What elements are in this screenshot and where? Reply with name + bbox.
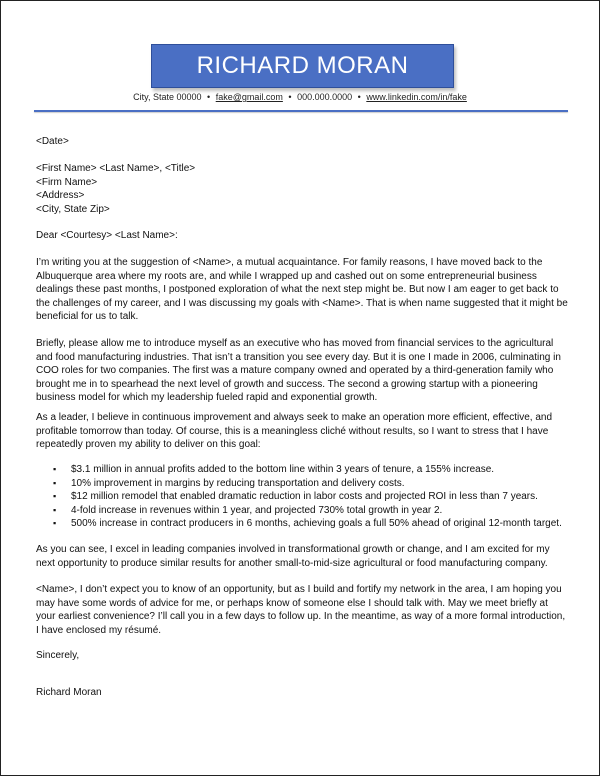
contact-email-link[interactable]: fake@gmail.com bbox=[215, 92, 283, 102]
signature-name: Richard Moran bbox=[36, 687, 102, 698]
paragraph-text: As you can see, I excel in leading companies involved in transformational growth or change, and I am excited for my next opportunity to produce similar results for another small-to-mid-size agricultural or food manufacturing company. bbox=[36, 544, 550, 569]
closing bbox=[36, 649, 568, 663]
letter-date bbox=[36, 135, 568, 149]
paragraph-intro bbox=[36, 256, 568, 324]
salutation bbox=[36, 229, 568, 243]
address-line: <Address> bbox=[36, 190, 85, 201]
achievements-list bbox=[36, 463, 568, 531]
address-line: <Firm Name> bbox=[36, 176, 98, 188]
contact-city: City, State 00000 bbox=[133, 92, 202, 102]
applicant-name: RICHARD MORAN bbox=[196, 52, 409, 79]
paragraph-text: As a leader, I believe in continuous improvement and always seek to make an operation more efficient, effective, and profitable tomorrow than today. Of course, this is a meaningless cliché without results, so I want to stress that I have repeatedly proven my ability to deliver on this goal: bbox=[36, 412, 553, 450]
address-line: <City, State Zip> bbox=[36, 203, 110, 215]
paragraph-leadership bbox=[36, 411, 568, 452]
address-line: <First Name> <Last Name>, <Title> bbox=[36, 163, 196, 174]
list-item: ▪ 4-fold increase in revenues within 1 year, and projected 730% total growth in year 2. bbox=[36, 504, 568, 518]
paragraph-request bbox=[36, 583, 568, 637]
header-divider bbox=[34, 110, 568, 112]
separator-bullet: • bbox=[357, 92, 361, 102]
list-item: ▪ 10% improvement in margins by reducing transportation and delivery costs. bbox=[36, 477, 568, 491]
separator-bullet: • bbox=[288, 92, 292, 102]
paragraph-summary bbox=[36, 543, 568, 570]
paragraph-text: I’m writing you at the suggestion of <Name>, a mutual acquaintance. For family reasons, I have moved back to the Albuquerque area where my roots are, and while I wrapped up and cashed out on some entrepreneurial business dealings these past months, I postponed exploration of what the next step might be. But now I am eager to get back to the challenges of my career, and I was discussing my goals with <Name>. That is when name suggested that it might be beneficial for us to talk. bbox=[36, 257, 568, 322]
contact-line bbox=[1, 92, 599, 102]
salutation-text: Dear <Courtesy> <Last Name>: bbox=[36, 230, 178, 241]
paragraph-background bbox=[36, 337, 568, 405]
list-item: ▪ $12 million remodel that enabled dramatic reduction in labor costs and projected ROI in less than 7 years. bbox=[36, 490, 568, 504]
paragraph-text: <Name>, I don’t expect you to know of an opportunity, but as I build and fortify my network in the area, I am hoping you may have some words of advice for me, or perhaps know of someone else I should talk with. May we meet briefly at your earliest convenience? I’ll call you in a few days to follow up. In the meantime, as way of a more formal introduction, I have enclosed my résumé. bbox=[36, 584, 566, 636]
list-item: ▪ $3.1 million in annual profits added to the bottom line within 3 years of tenure, a 155% increase. bbox=[36, 463, 568, 477]
contact-phone: 000.000.0000 bbox=[297, 92, 353, 102]
list-item: ▪ 500% increase in contract producers in 6 months, achieving goals a full 50% ahead of original 12-month target. bbox=[36, 517, 568, 531]
separator-bullet: • bbox=[207, 92, 211, 102]
paragraph-text: Briefly, please allow me to introduce myself as an executive who has moved from financial services to the agricultural and food manufacturing industries. That isn’t a transition you see every day. But it is one I made in 2006, culminating in COO roles for two companies. The first was a mature company owned and operated by a third-generation family who brought me in to spearhead the next level of growth and success. The second a growing startup with a pioneering business model for which my leadership fueled rapid and exponential growth. bbox=[36, 338, 561, 403]
contact-linkedin-link[interactable]: www.linkedin.com/in/fake bbox=[366, 92, 467, 102]
closing-text: Sincerely, bbox=[36, 650, 80, 661]
date-line: <Date> bbox=[36, 136, 69, 147]
recipient-address bbox=[36, 162, 568, 216]
signature bbox=[36, 686, 568, 700]
name-banner bbox=[151, 44, 454, 88]
